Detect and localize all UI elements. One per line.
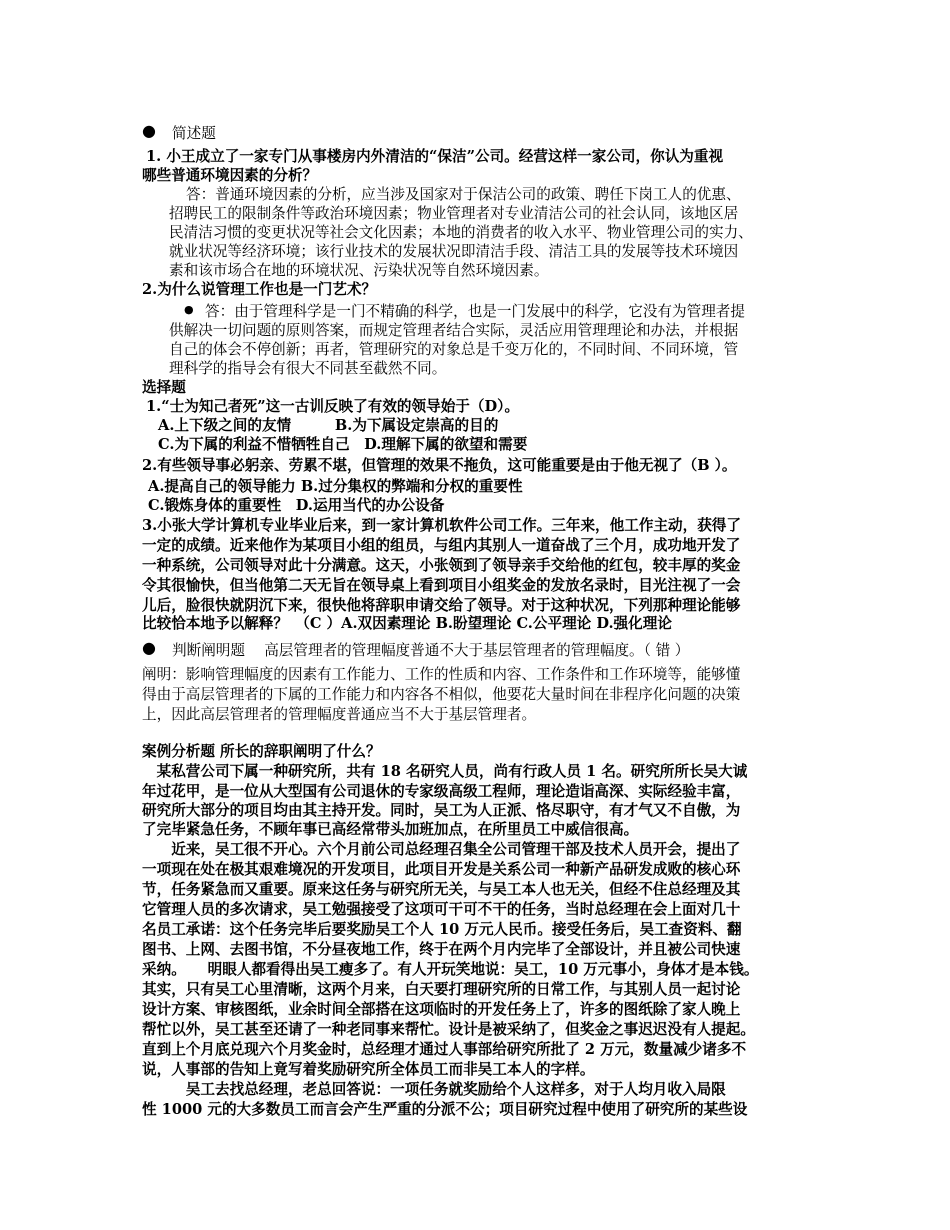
section-heading-short-answer: 简述题 [172, 125, 216, 142]
case-line-3: 研究所大部分的项目均由其主持开发。同时，吴工为人正派、恪尽职守，有才气又不自傲，为 [142, 802, 741, 819]
case-line-13: 设计方案、审核图纸，业余时间全部搭在这项临时的开发任务上了，许多的图纸除了家人晚上 [142, 1001, 741, 1018]
section-heading-case-study: 案例分析题 所长的辞职阐明了什么？ [142, 743, 381, 760]
choice-line-3: C.为下属的利益不惜牺牲自己 D.理解下属的欲望和需要 [158, 436, 528, 453]
case-line-7: 节，任务紧急而又重要。原来这任务与研究所无关，与吴工本人也无关，但经不住总经理及其 [142, 881, 741, 898]
choice-line-6: C.锻炼身体的重要性 D.运用当代的办公设备 [148, 497, 445, 514]
choice-line-12: 比较恰本地予以解释？ （C ）A.双因素理论 B.盼望理论 C.公平理论 D.强化理论 [142, 615, 672, 632]
case-line-12: 其实，只有吴工心里清晰，这两个月来，白天要打理研究所的日常工作，与其别人员一起讨论 [142, 981, 741, 998]
choice-line-10: 令其很愉快，但当他第二天无旨在领导桌上看到项目小组奖金的发放名录时，目光注视了一会 [142, 577, 741, 594]
case-line-1: 某私营公司下属一种研究所，共有 18 名研究人员，尚有行政人员 1 名。研究所所长吴大诚 [142, 763, 748, 780]
case-line-15: 直到上个月底兑现六个月奖金时，总经理才通过人事部给研究所批了 2 万元，数量减少诸多不 [142, 1041, 747, 1058]
section-heading-true-false: 判断阐明题 高层管理者的管理幅度普通不大于基层管理者的管理幅度。（ 错 ） [172, 642, 690, 659]
question-1-line-1: 1. 小王成立了一家专门从事楼房内外清洁的“保洁”公司。经营这样一家公司，你认为重视 [146, 148, 724, 165]
case-line-11: 采纳。 明眼人都看得出吴工瘦多了。有人开玩笑地说：吴工，10 万元事小，身体才是本钱。 [142, 961, 759, 978]
answer-1-line-4: 就业状况等经济环境；该行业技术的发展状况即清洁手段、清洁工具的发展等技术环境因 [169, 243, 739, 260]
bullet-icon: ● [142, 638, 156, 657]
case-line-9: 名员工承诺：这个任务完毕后要奖励吴工个人 10 万元人民币。接受任务后，吴工查资料、翻 [142, 921, 742, 938]
case-line-17: 吴工去找总经理，老总回答说：一项任务就奖励给个人这样多，对于人均月收入局限 [142, 1081, 726, 1098]
case-line-2: 年过花甲，是一位从大型国有公司退休的专家级高级工程师，理论造诣高深、实际经验丰富， [142, 783, 741, 800]
bullet-icon: ● [184, 303, 194, 316]
case-line-4: 了完毕紧急任务，不顾年事已高经常带头加班加点，在所里员工中威信很高。 [142, 821, 639, 838]
answer-2-line-4: 理科学的指导会有很大不同甚至截然不同。 [169, 360, 447, 377]
explanation-line-3: 上，因此高层管理者的管理幅度普通应当不大于基层管理者。 [142, 706, 537, 723]
answer-1-line-1: 答：普通环境因素的分析，应当涉及国家对于保洁公司的政策、聘任下岗工人的优惠、 [186, 186, 741, 203]
case-line-18: 性 1000 元的大多数员工而言会产生严重的分派不公；项目研究过程中使用了研究所的某些设 [142, 1101, 748, 1118]
case-line-16: 说，人事部的告知上竟写着奖励研究所全体员工而非吴工本人的字样。 [142, 1061, 595, 1078]
choice-line-8: 一定的成绩。近来他作为某项目小组的组员，与组内其别人一道奋战了三个月，成功地开发了 [142, 537, 741, 554]
case-line-14: 帮忙以外，吴工甚至还请了一种老同事来帮忙。设计是被采纳了，但奖金之事迟迟没有人提起。 [142, 1021, 755, 1038]
question-1-line-2: 哪些普通环境因素的分析？ [142, 167, 318, 184]
question-2-line: 2.为什么说管理工作也是一门艺术？ [142, 281, 377, 298]
choice-line-11: 儿后，脸很快就阴沉下来，很快他将辞职申请交给了领导。对于这种状况，下列那种理论能够 [142, 597, 741, 614]
choice-line-5: A.提高自己的领导能力 B.过分集权的弊端和分权的重要性 [148, 478, 523, 495]
answer-1-line-2: 招聘民工的限制条件等政治环境因素；物业管理者对专业清洁公司的社会认同，该地区居 [169, 205, 739, 222]
answer-1-line-3: 民清洁习惯的变更状况等社会文化因素；本地的消费者的收入水平、物业管理公司的实力、 [169, 224, 753, 241]
choice-line-2: A.上下级之间的友情 B.为下属设定崇高的目的 [158, 417, 499, 434]
explanation-line-2: 得由于高层管理者的下属的工作能力和内容各不相似，他要花大量时间在非程序化问题的决策 [142, 686, 741, 703]
choice-line-4: 2.有些领导事必躬亲、劳累不堪，但管理的效果不拖负，这可能重要是由于他无视了（B ）。 [142, 457, 737, 474]
choice-line-9: 一种系统，公司领导对此十分满意。这天，小张领到了领导亲手交给他的红包，较丰厚的奖金 [142, 557, 741, 574]
explanation-line-1: 阐明：影响管理幅度的因素有工作能力、工作的性质和内容、工作条件和工作环境等，能够懂 [142, 666, 741, 683]
case-line-8: 它管理人员的多次请求，吴工勉强接受了这项可干可不干的任务，当时总经理在会上面对几十 [142, 901, 741, 918]
answer-2-line-2: 供解决一切问题的原则答案，而规定管理者结合实际，灵活应用管理理论和办法，并根据 [169, 322, 739, 339]
section-heading-multiple-choice: 选择题 [142, 379, 186, 396]
choice-line-1: 1.“士为知己者死”这一古训反映了有效的领导始于（D）。 [146, 398, 520, 415]
answer-2-line-1: 答：由于管理科学是一门不精确的科学，也是一门发展中的科学，它没有为管理者提 [205, 303, 745, 320]
case-line-6: 一项现在处在极其艰难境况的开发项目，此项目开发是关系公司一种新产品研发成败的核心环 [142, 861, 741, 878]
choice-line-7: 3.小张大学计算机专业毕业后来，到一家计算机软件公司工作。三年来，他工作主动，获得了 [142, 517, 741, 534]
answer-1-line-5: 素和该市场合在地的环境状况、污染状况等自然环境因素。 [169, 262, 549, 279]
case-line-10: 图书、上网、去图书馆，不分昼夜地工作，终于在两个月内完毕了全部设计，并且被公司快速 [142, 941, 741, 958]
bullet-icon: ● [142, 121, 156, 140]
case-line-5: 近来，吴工很不开心。六个月前公司总经理召集全公司管理干部及技术人员开会，提出了 [142, 841, 741, 858]
answer-2-line-3: 自己的体会不停创新；再者，管理研究的对象总是千变万化的，不同时间、不同环境，管 [169, 341, 739, 358]
